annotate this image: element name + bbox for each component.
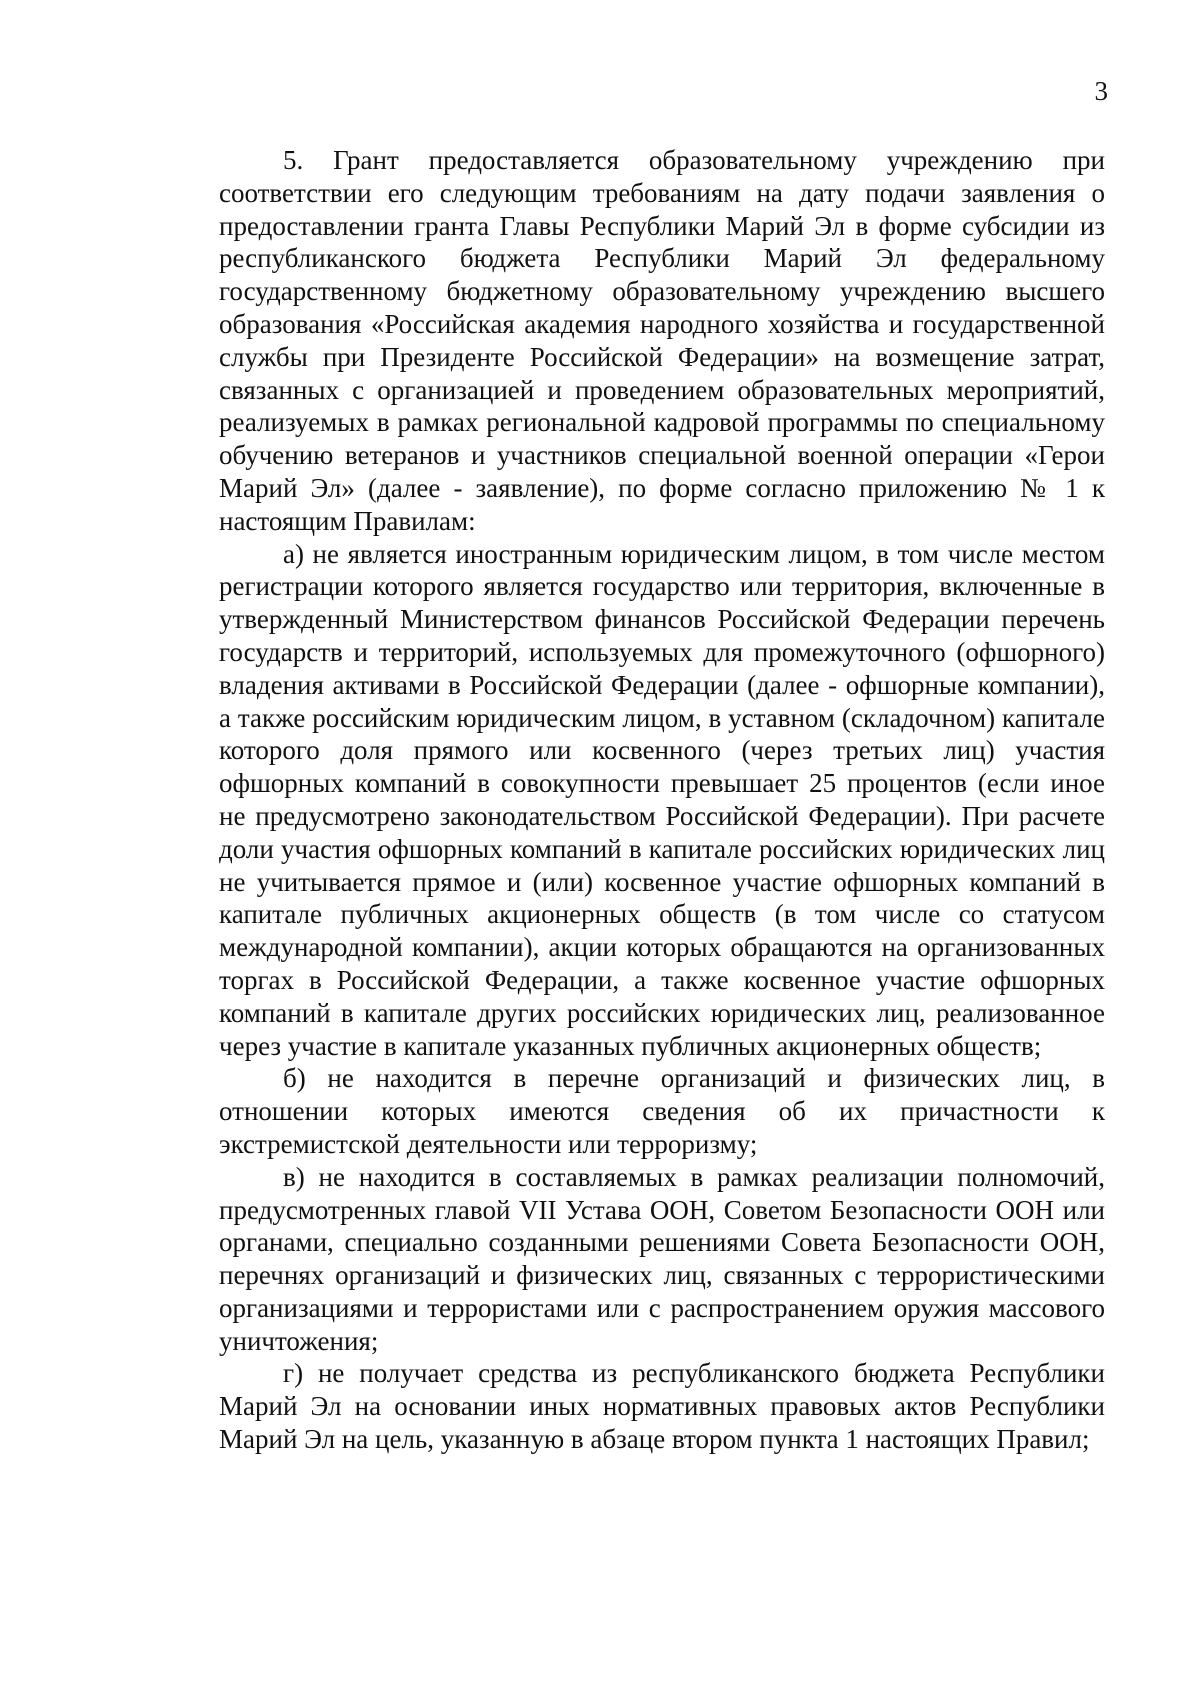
- document-body: [219, 144, 1105, 1456]
- paragraph-subitem-g: г) не получает средства из республиканского бюджета Республики Марий Эл на основании иных нормативных правовых актов Республики Марий Эл на цель, указанную в абзаце втором пункта 1 настоящих Правил;: [219, 1358, 1105, 1455]
- paragraph-subitem-b: б) не находится в перечне организаций и физических лиц, в отношении которых имеются сведения об их причастности к экстремистской деятельности или терроризму;: [219, 1063, 1105, 1159]
- paragraph-item-5: 5. Грант предоставляется образовательному учреждению при соответствии его следующим требованиям на дату подачи заявления о предоставлении гранта Главы Республики Марий Эл в форме субсидии из республиканского бюджета Республики Марий Эл федеральному государственному бюджетному образовательному учреждению высшего образования «Российская академия народного хозяйства и государственной службы при Президенте Российской Федерации» на возмещение затрат, связанных с организацией и проведением образовательных мероприятий, реализуемых в рамках региональной кадровой программы по специальному обучению ветеранов и участников специальной военной операции «Герои Марий Эл» (далее - заявление), по форме согласно приложению № 1 к настоящим Правилам:: [219, 145, 1105, 536]
- paragraph-subitem-v: в) не находится в составляемых в рамках реализации полномочий, предусмотренных главой VII Устава ООН, Советом Безопасности ООН или органами, специально созданными решениями Совета Безопасности ООН, перечнях организаций и физических лиц, связанных с террористическими организациями и террористами или с распространением оружия массового уничтожения;: [219, 1161, 1105, 1356]
- page-number: 3: [1094, 76, 1108, 106]
- paragraph-subitem-a: а) не является иностранным юридическим лицом, в том числе местом регистрации которого является государство или территория, включенные в утвержденный Министерством финансов Российской Федерации перечень государств и территорий, используемых для промежуточного (офшорного) владения активами в Российской Федерации (далее - офшорные компании), а также российским юридическим лицом, в уставном (складочном) капитале которого доля прямого или косвенного (через третьих лиц) участия офшорных компаний в совокупности превышает 25 процентов (если иное не предусмотрено законодательством Российской Федерации). При расчете доли участия офшорных компаний в капитале российских юридических лиц не учитывается прямое и (или) косвенное участие офшорных компаний в капитале публичных акционерных обществ (в том числе со статусом международной компании), акции которых обращаются на организованных торгах в Российской Федерации, а также косвенное участие офшорных компаний в капитале других российских юридических лиц, реализованное через участие в капитале указанных публичных акционерных обществ;: [219, 538, 1105, 1061]
